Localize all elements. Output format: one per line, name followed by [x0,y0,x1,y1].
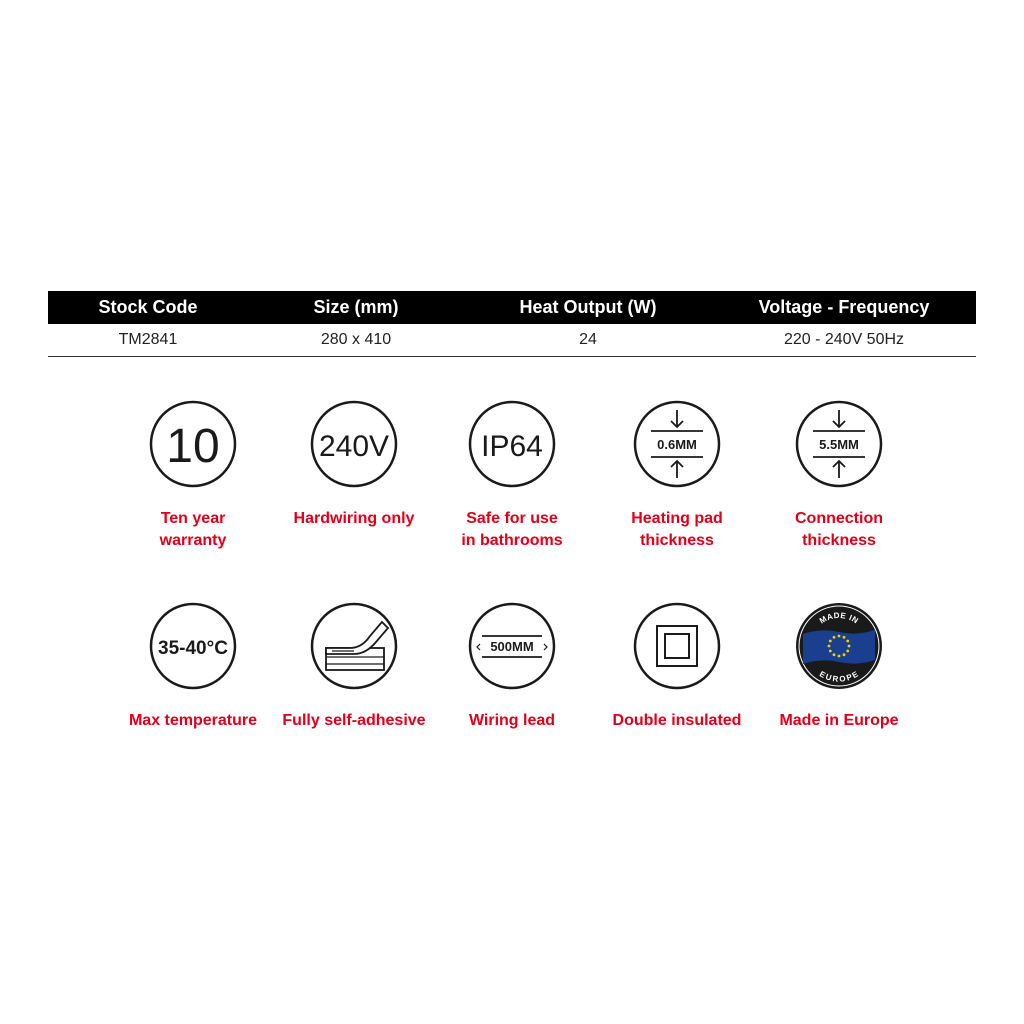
header-heat-output: Heat Output (W) [464,291,712,324]
feature-self-adhesive [269,602,439,732]
feature-wiring-lead [427,602,597,732]
feature-made-in-europe [754,602,924,732]
cell-voltage-frequency: 220 - 240V 50Hz [712,324,976,357]
feature-warranty [108,400,278,552]
feature-ip64 [427,400,597,552]
feature-label: Hardwiring only [293,510,415,527]
svg-text:5.5MM: 5.5MM [819,437,859,452]
feature-hardwiring [269,400,439,530]
warranty-10-icon [149,400,237,488]
svg-text:10: 10 [166,420,220,473]
made-in-europe-icon [795,602,883,690]
spec-table [48,291,976,357]
feature-label: Connection thickness [795,510,883,549]
svg-text:500MM: 500MM [490,639,534,654]
thickness-icon [633,400,721,488]
feature-label: Made in Europe [779,712,899,729]
feature-label: Double insulated [612,712,742,729]
header-size: Size (mm) [248,291,464,324]
feature-connection-thickness [754,400,924,552]
table-row [48,324,976,357]
svg-text:MADE IN: MADE IN [817,610,861,626]
feature-label: Heating pad thickness [631,510,723,549]
thickness-icon [795,400,883,488]
feature-double-insulated [592,602,762,732]
svg-text:EUROPE: EUROPE [817,669,861,684]
cell-heat-output: 24 [464,324,712,357]
temperature-icon [149,602,237,690]
cell-size: 280 x 410 [248,324,464,357]
svg-text:IP64: IP64 [481,430,543,463]
header-voltage-frequency: Voltage - Frequency [712,291,976,324]
feature-label: Wiring lead [468,712,556,729]
ip64-icon [468,400,556,488]
feature-max-temperature [108,602,278,732]
feature-label: Max temperature [128,712,258,729]
wiring-lead-icon [468,602,556,690]
adhesive-icon [310,602,398,690]
feature-label: Ten year warranty [159,510,227,549]
svg-text:240V: 240V [318,430,390,463]
svg-text:35-40°C: 35-40°C [158,638,228,659]
feature-label: Safe for use in bathrooms [461,510,563,549]
feature-label: Fully self-adhesive [282,712,426,729]
svg-text:0.6MM: 0.6MM [657,437,697,452]
spec-table-header [48,291,976,324]
voltage-240v-icon [310,400,398,488]
double-insulated-icon [633,602,721,690]
header-stock-code: Stock Code [48,291,248,324]
cell-stock-code: TM2841 [48,324,248,357]
feature-pad-thickness [592,400,762,552]
